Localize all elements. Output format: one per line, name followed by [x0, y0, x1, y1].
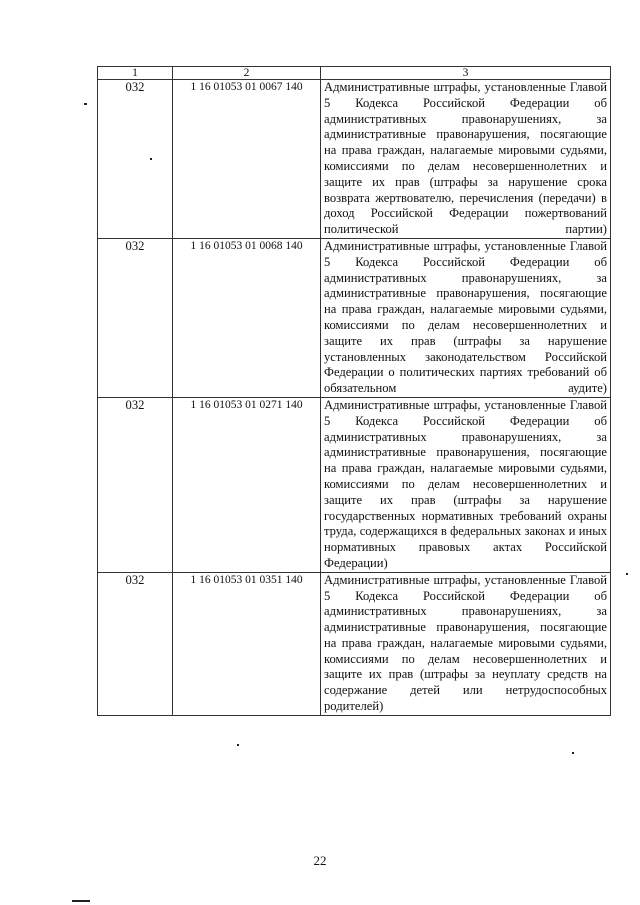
kbk-code-cell: 1 16 01053 01 0271 140 [173, 397, 321, 572]
scan-speck [237, 744, 239, 746]
admin-code-cell: 032 [98, 397, 173, 572]
table-header-row [98, 67, 611, 80]
admin-code-cell: 032 [98, 238, 173, 397]
admin-code-cell: 032 [98, 572, 173, 715]
scan-speck [84, 103, 87, 105]
description-cell: Административные штрафы, установленные Главой 5 Кодекса Российской Федерации об административных правонарушениях, за административные правонарушения, посягающие на права граждан, налагаемые мировыми судьями, комиссиями по делам несовершеннолетних и защите их прав (штрафы за нарушение установленных законодательством Российской Федерации о политических партиях требований об обязательном аудите) [321, 238, 611, 397]
kbk-code-cell: 1 16 01053 01 0067 140 [173, 80, 321, 239]
kbk-code-cell: 1 16 01053 01 0351 140 [173, 572, 321, 715]
table-row [98, 397, 611, 572]
admin-code-cell: 032 [98, 80, 173, 239]
description-cell: Административные штрафы, установленные Главой 5 Кодекса Российской Федерации об административных правонарушениях, за административные правонарушения, посягающие на права граждан, налагаемые мировыми судьями, комиссиями по делам несовершеннолетних и защите их прав (штрафы за нарушение срока возврата жертвователю, перечисления (передачи) в доход Российской Федерации пожертвований политической партии) [321, 80, 611, 239]
column-header-3: 3 [321, 67, 611, 80]
table-row [98, 572, 611, 715]
description-cell: Административные штрафы, установленные Главой 5 Кодекса Российской Федерации об административных правонарушениях, за административные правонарушения, посягающие на права граждан, налагаемые мировыми судьями, комиссиями по делам несовершеннолетних и защите их прав (штрафы за нарушение государственных нормативных требований охраны труда, содержащихся в федеральных законах и иных нормативных правовых актах Российской Федерации) [321, 397, 611, 572]
column-header-2: 2 [173, 67, 321, 80]
scan-speck [572, 752, 574, 754]
page-number: 22 [313, 853, 327, 868]
description-cell: Административные штрафы, установленные Главой 5 Кодекса Российской Федерации об административных правонарушениях, за административные правонарушения, посягающие на права граждан, налагаемые мировыми судьями, комиссиями по делам несовершеннолетних и защите их прав (штрафы за неуплату средств на содержание детей или нетрудоспособных родителей) [321, 572, 611, 715]
table-row [98, 238, 611, 397]
kbk-code-cell: 1 16 01053 01 0068 140 [173, 238, 321, 397]
scan-speck [150, 158, 152, 160]
table-row [98, 80, 611, 239]
column-header-1: 1 [98, 67, 173, 80]
classification-table [97, 66, 611, 716]
scan-speck [626, 573, 628, 575]
scan-dash [72, 900, 90, 902]
